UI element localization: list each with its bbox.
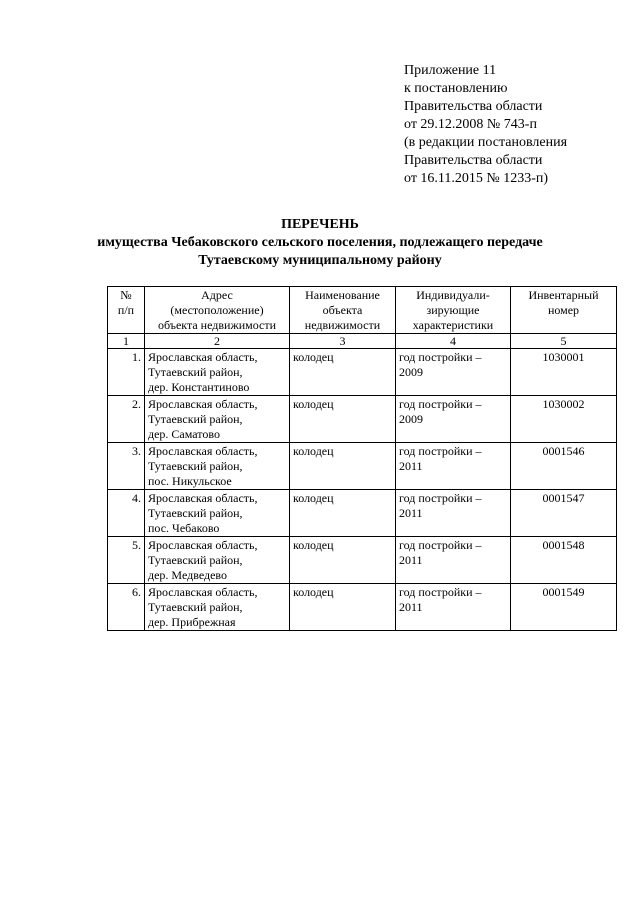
cell-address: Ярославская область, Тутаевский район, пос. Чебаково — [145, 490, 290, 537]
cell-object-name: колодец — [290, 584, 396, 631]
cell-number: 2. — [108, 396, 145, 443]
appendix-line: Правительства области — [404, 99, 543, 114]
cell-characteristics: год постройки – 2011 — [396, 490, 511, 537]
appendix-note — [404, 62, 624, 188]
cell-object-name: колодец — [290, 537, 396, 584]
cell-address: Ярославская область, Тутаевский район, дер. Медведево — [145, 537, 290, 584]
cell-characteristics: год постройки – 2011 — [396, 584, 511, 631]
table-row — [108, 584, 617, 631]
appendix-line: от 29.12.2008 № 743-п — [404, 117, 537, 132]
cell-characteristics: год постройки – 2011 — [396, 443, 511, 490]
title-line-1: имущества Чебаковского сельского поселения, подлежащего передаче — [97, 235, 543, 250]
property-table — [107, 286, 617, 631]
header-address: Адрес (местоположение) объекта недвижимости — [145, 287, 290, 334]
cell-address: Ярославская область, Тутаевский район, дер. Саматово — [145, 396, 290, 443]
cell-characteristics: год постройки – 2009 — [396, 349, 511, 396]
header-inventory-number: Инвентарный номер — [511, 287, 617, 334]
table-row — [108, 396, 617, 443]
appendix-line: (в редакции постановления — [404, 135, 568, 150]
table-row — [108, 349, 617, 396]
title-heading: ПЕРЕЧЕНЬ — [281, 217, 359, 232]
cell-characteristics: год постройки – 2011 — [396, 537, 511, 584]
cell-address: Ярославская область, Тутаевский район, дер. Константиново — [145, 349, 290, 396]
cell-number: 1. — [108, 349, 145, 396]
cell-object-name: колодец — [290, 396, 396, 443]
appendix-line: к постановлению — [404, 81, 508, 96]
column-number: 1 — [108, 334, 145, 349]
column-number: 3 — [290, 334, 396, 349]
table-row — [108, 537, 617, 584]
appendix-line: от 16.11.2015 № 1233-п) — [404, 171, 549, 186]
column-number-row — [108, 334, 617, 349]
header-characteristics: Индивидуали- зирующие характеристики — [396, 287, 511, 334]
column-number: 2 — [145, 334, 290, 349]
cell-address: Ярославская область, Тутаевский район, дер. Прибрежная — [145, 584, 290, 631]
cell-characteristics: год постройки – 2009 — [396, 396, 511, 443]
cell-number: 3. — [108, 443, 145, 490]
appendix-line: Приложение 11 — [404, 63, 497, 78]
header-number: № п/п — [108, 287, 145, 334]
appendix-line: Правительства области — [404, 153, 543, 168]
cell-inventory-number: 1030001 — [511, 349, 617, 396]
cell-number: 6. — [108, 584, 145, 631]
document-title — [90, 216, 550, 270]
column-number: 4 — [396, 334, 511, 349]
header-object-name: Наименование объекта недвижимости — [290, 287, 396, 334]
title-line-2: Тутаевскому муниципальному району — [198, 253, 442, 268]
cell-object-name: колодец — [290, 490, 396, 537]
cell-inventory-number: 0001548 — [511, 537, 617, 584]
table-row — [108, 443, 617, 490]
cell-number: 4. — [108, 490, 145, 537]
cell-address: Ярославская область, Тутаевский район, пос. Никульское — [145, 443, 290, 490]
cell-inventory-number: 0001547 — [511, 490, 617, 537]
column-number: 5 — [511, 334, 617, 349]
cell-object-name: колодец — [290, 443, 396, 490]
cell-inventory-number: 0001549 — [511, 584, 617, 631]
cell-object-name: колодец — [290, 349, 396, 396]
cell-inventory-number: 0001546 — [511, 443, 617, 490]
cell-inventory-number: 1030002 — [511, 396, 617, 443]
table-row — [108, 490, 617, 537]
cell-number: 5. — [108, 537, 145, 584]
table-header-row — [108, 287, 617, 334]
